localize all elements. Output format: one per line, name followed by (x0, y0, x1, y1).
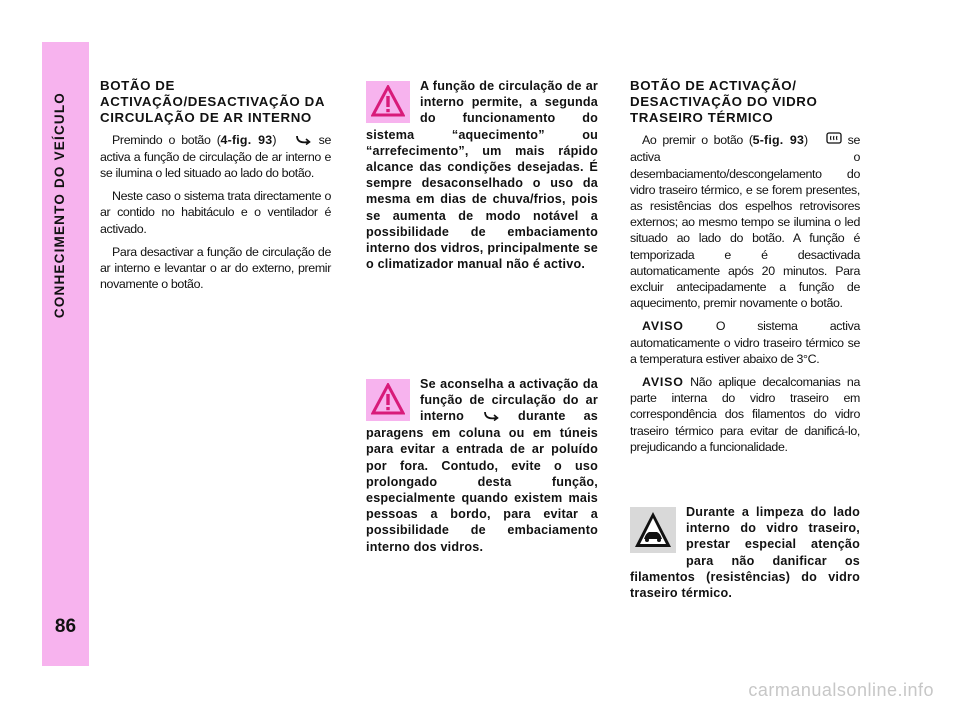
warning-triangle-icon (366, 81, 410, 123)
air-recirculation-icon (282, 133, 312, 149)
text-fragment: se activa a função de circulação de ar interno e se ilumina o led situado ao lado do botão. (100, 133, 331, 181)
warning-text: A função de circulação de ar interno permite, a segunda do funcionamento do sistema “aquecimento” ou “arrefecimento”, um mais rápido alcance das condições desejadas. É sempre desaconselhado o uso da mesma em dias de chuva/frios, pois se aumenta de modo notável a possibilidade de embaciamento interno dos vidros, principalmente se o climatizador manual não é activo. (366, 79, 598, 272)
watermark: carmanualsonline.info (748, 680, 934, 700)
text-fragment: ) (272, 133, 277, 147)
recirculation-warning-1 (366, 78, 598, 272)
recirculation-warning-2 (366, 376, 598, 555)
page-number: 86 (54, 616, 77, 637)
aviso-label: AVISO (642, 374, 684, 389)
rear-window-defrost-icon (814, 132, 842, 149)
recirculation-heading: BOTÃO DE ACTIVAÇÃO/DESACTIVAÇÃO DA CIRCULAÇÃO DE AR INTERNO (100, 78, 325, 125)
text-fragment: ) (804, 133, 808, 147)
recirculation-paragraph-3: Para desactivar a função de circulação de ar interno e levantar o ar do externo, premir novamente o botão. (100, 244, 331, 292)
warning-triangle-icon (366, 379, 410, 421)
air-recirculation-icon (482, 409, 500, 425)
warning-text: durante as paragens em coluna ou em túneis para evitar a entrada de ar poluído por fora. Contudo, evite o uso prolongado desta função, especialmente quando existem mais pessoas a bordo, para evitar a possibilidade de embaciamento interno dos vidros. (366, 409, 599, 554)
figure-reference: 4-fig. 93 (220, 133, 273, 147)
text-fragment: Premindo o botão ( (112, 133, 221, 147)
column-rear-defrost (630, 78, 861, 601)
recirculation-paragraph-1 (100, 132, 331, 181)
car-caution-icon (630, 507, 676, 553)
column-warnings (366, 78, 599, 554)
text-fragment: se activa o desembaciamento/descongelamento do vidro traseiro térmico, e se forem presentes, as resistências dos espelhos retrovisores externos; ao mesmo tempo se ilumina o led situado ao lado do botão. A função é temporizada e é desactivada automaticamente após 20 minutos. Para excluir antecipadamente a função de aquecimento, premir novamente o botão. (630, 133, 861, 311)
aviso-label: AVISO (642, 319, 684, 334)
rear-defrost-heading: BOTÃO DE ACTIVAÇÃO/ DESACTIVAÇÃO DO VIDRO TRASEIRO TÉRMICO (630, 78, 818, 125)
aviso-paragraph-2 (630, 374, 860, 455)
aviso-paragraph-1 (630, 318, 860, 367)
sidebar-title: CONHECIMENTO DO VEÍCULO (52, 92, 67, 319)
aviso-text: Não aplique decalcomanias na parte interna do vidro traseiro em correspondência dos filamentos do vidro traseiro térmico para evitar de danificá-lo, prejudicando a funcionalidade. (630, 374, 860, 454)
text-fragment: Ao premir o botão ( (642, 133, 753, 147)
recirculation-paragraph-2: Neste caso o sistema trata directamente o ar contido no habitáculo e o ventilador é activado. (100, 189, 331, 236)
note-text: Durante a limpeza do lado interno do vidro traseiro, prestar especial atenção para não danificar os filamentos (resistências) do vidro traseiro térmico. (630, 505, 860, 601)
aviso-text: O sistema activa automaticamente o vidro traseiro térmico se a temperatura estiver abaixo de 3°C. (630, 319, 860, 366)
column-recirculation (100, 78, 331, 299)
cleaning-note (630, 504, 860, 601)
warning-text: Se aconselha a activação da função de circulação do ar interno (420, 377, 598, 424)
figure-reference: 5-fig. 93 (752, 133, 805, 147)
rear-defrost-paragraph-1 (630, 132, 860, 311)
